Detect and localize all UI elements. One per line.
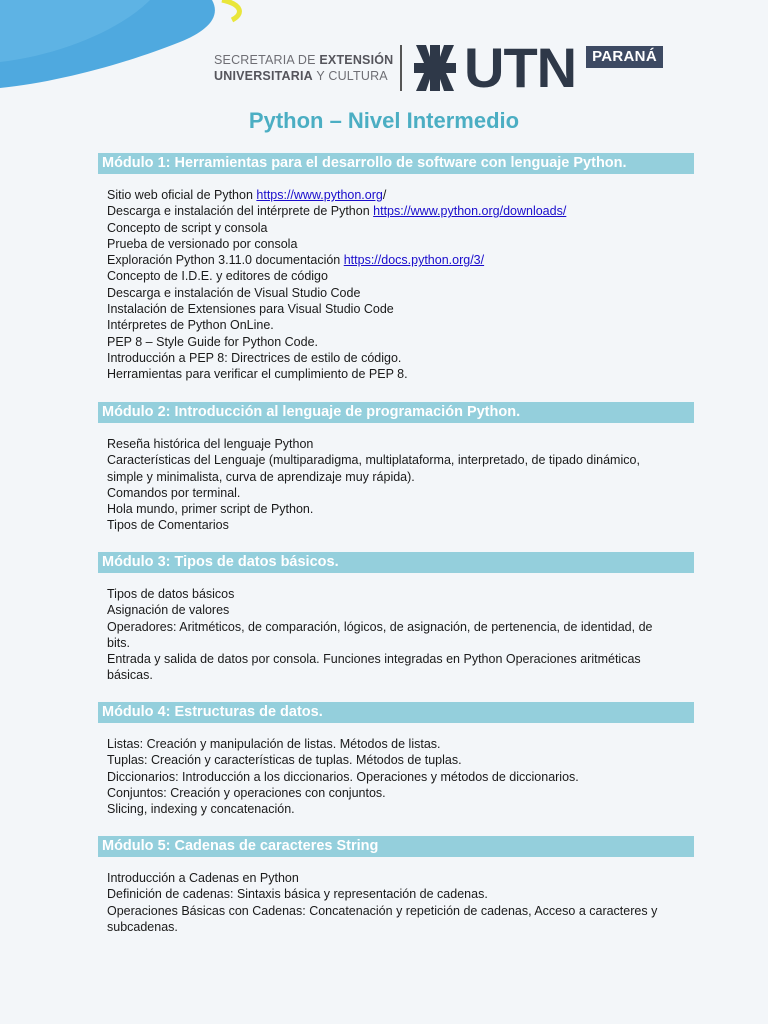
module-content	[98, 857, 694, 935]
list-item: subcadenas.	[107, 919, 178, 934]
utn-logo-text: UTN	[464, 36, 577, 99]
module-content	[98, 723, 694, 817]
list-item: Características del Lenguaje (multiparadigma, multiplataforma, interpretado, de tipado dinámico,	[107, 453, 640, 468]
module-2	[98, 402, 694, 534]
python-site-link[interactable]: https://www.python.org	[256, 188, 383, 202]
module-1	[98, 153, 694, 383]
list-item: Asignación de valores	[107, 603, 230, 618]
list-item: Diccionarios: Introducción a los diccionarios. Operaciones y métodos de diccionarios.	[107, 769, 579, 784]
list-item: Hola mundo, primer script de Python.	[107, 502, 314, 517]
list-item: Definición de cadenas: Sintaxis básica y representación de cadenas.	[107, 887, 488, 902]
list-item: Concepto de I.D.E. y editores de código	[107, 269, 328, 284]
list-item: Tipos de datos básicos	[107, 587, 235, 601]
module-heading: Módulo 5: Cadenas de caracteres String	[98, 836, 694, 857]
module-content	[98, 174, 694, 383]
module-3	[98, 552, 694, 684]
list-item: Slicing, indexing y concatenación.	[107, 802, 295, 817]
list-item: básicas.	[107, 668, 153, 683]
module-heading: Módulo 3: Tipos de datos básicos.	[98, 552, 694, 573]
list-item: Tipos de Comentarios	[107, 518, 229, 533]
module-5	[98, 836, 694, 935]
python-downloads-link[interactable]: https://www.python.org/downloads/	[373, 204, 567, 219]
list-item: Conjuntos: Creación y operaciones con conjuntos.	[107, 785, 386, 800]
list-item: Listas: Creación y manipulación de listas. Métodos de listas.	[107, 737, 441, 751]
module-4	[98, 702, 694, 817]
list-item: simple y minimalista, curva de aprendizaje muy rápida).	[107, 469, 415, 484]
list-item: Prueba de versionado por consola	[107, 236, 298, 251]
list-item: Descarga e instalación de Visual Studio Code	[107, 285, 361, 300]
list-item: PEP 8 – Style Guide for Python Code.	[107, 334, 319, 349]
list-item: Tuplas: Creación y características de tuplas. Métodos de tuplas.	[107, 753, 462, 768]
logo-divider	[400, 45, 402, 91]
module-content	[98, 573, 694, 684]
page-title: Python – Nivel Intermedio	[248, 108, 520, 133]
list-item: Intérpretes de Python OnLine.	[107, 318, 274, 333]
list-item: Concepto de script y consola	[107, 220, 268, 235]
module-heading: Módulo 2: Introducción al lenguaje de programación Python.	[98, 402, 694, 423]
list-item: Operaciones Básicas con Cadenas: Concatenación y repetición de cadenas, Acceso a caracteres y	[107, 903, 658, 918]
list-item: Introducción a PEP 8: Directrices de estilo de código.	[107, 350, 402, 365]
list-item: Operadores: Aritméticos, de comparación, lógicos, de asignación, de pertenencia, de identidad, de	[107, 619, 653, 634]
parana-badge: PARANÁ	[586, 46, 663, 68]
list-item: Exploración Python 3.11.0 documentación https://docs.python.org/3/	[107, 253, 485, 268]
module-heading: Módulo 1: Herramientas para el desarrollo de software con lenguaje Python.	[98, 153, 694, 174]
list-item: Entrada y salida de datos por consola. Funciones integradas en Python Operaciones aritméticas	[107, 652, 641, 667]
header-logos	[214, 36, 663, 99]
list-item: Sitio web oficial de Python https://www.python.org/	[107, 188, 387, 202]
module-content	[98, 423, 694, 534]
secretaria-logo-text: SECRETARIA DE EXTENSIÓN UNIVERSITARIA Y CULTURA	[214, 53, 394, 83]
corner-decoration	[0, 0, 250, 100]
list-item: bits.	[107, 635, 130, 650]
list-item: Herramientas para verificar el cumplimiento de PEP 8.	[107, 367, 408, 382]
list-item: Introducción a Cadenas en Python	[107, 871, 299, 885]
python-docs-link[interactable]: https://docs.python.org/3/	[343, 253, 485, 268]
list-item: Comandos por terminal.	[107, 485, 241, 500]
list-item: Descarga e instalación del intérprete de Python https://www.python.org/downloads/	[107, 204, 567, 219]
utn-emblem-icon	[414, 45, 456, 91]
list-item: Reseña histórica del lenguaje Python	[107, 437, 314, 451]
module-heading: Módulo 4: Estructuras de datos.	[98, 702, 694, 723]
list-item: Instalación de Extensiones para Visual Studio Code	[107, 302, 394, 317]
